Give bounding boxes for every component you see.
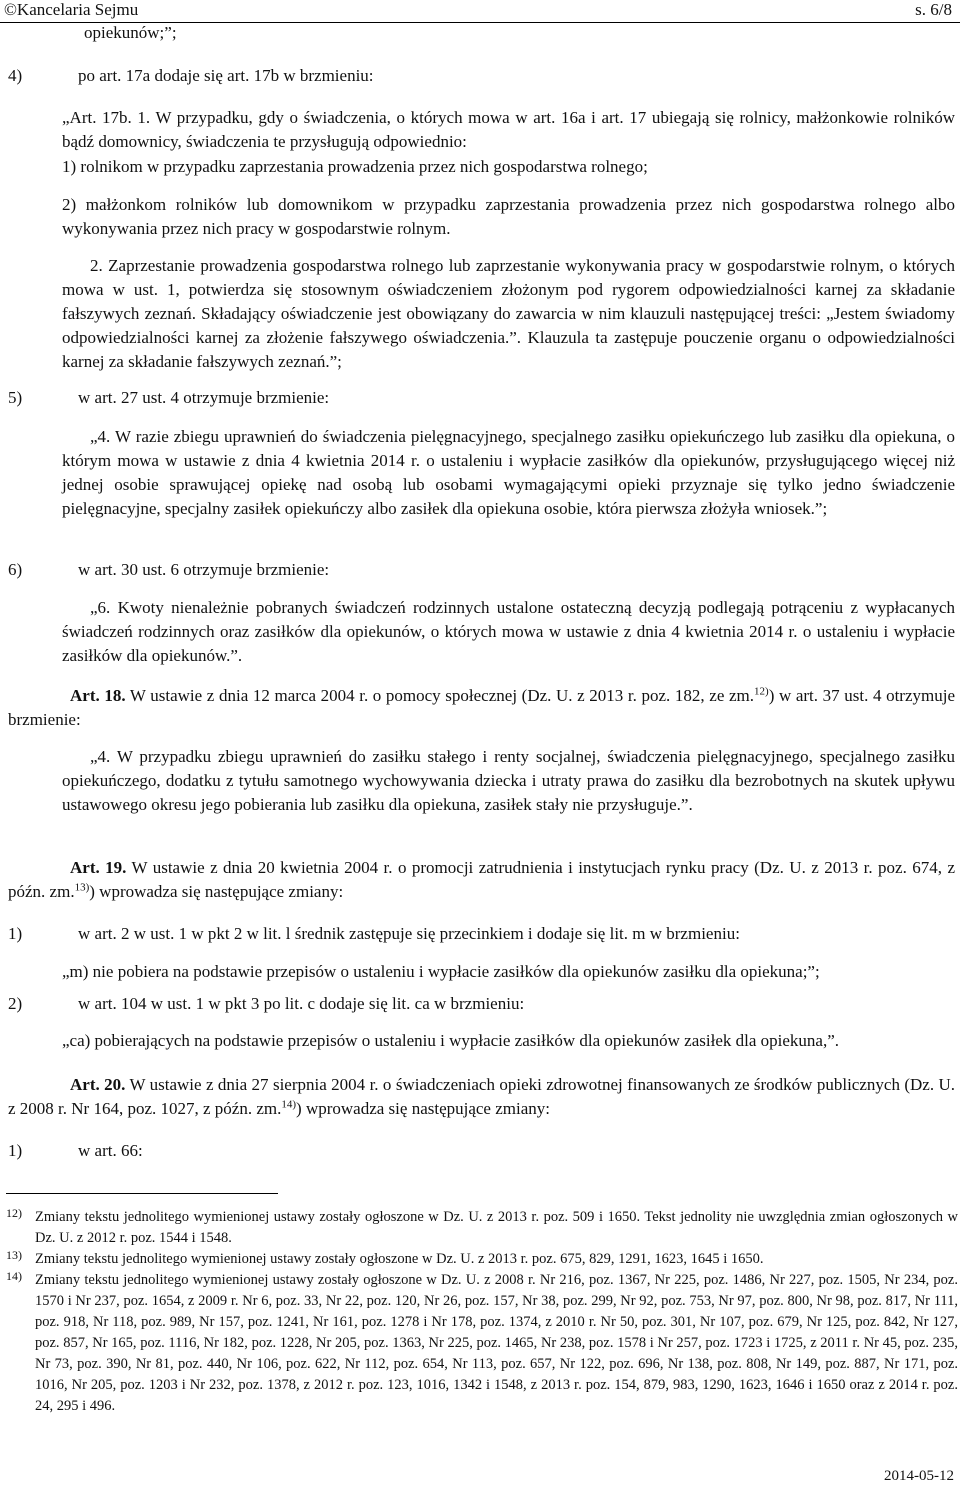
footnote-ref-14: 14) (281, 1098, 297, 1111)
article-19-label: Art. 19. (70, 858, 127, 877)
item-text: w art. 104 w ust. 1 w pkt 3 po lit. c dodaje się lit. ca w brzmieniu: (78, 994, 525, 1013)
footnote-ref-13: 13) (74, 881, 90, 894)
item-text: w art. 30 ust. 6 otrzymuje brzmienie: (78, 560, 330, 579)
footnote-separator (6, 1193, 278, 1194)
page-number: s. 6/8 (915, 0, 952, 19)
item-number: 6) (8, 560, 23, 579)
item-19-2 (8, 992, 524, 1016)
article-18-text: W ustawie z dnia 12 marca 2004 r. o pomocy społecznej (Dz. U. z 2013 r. poz. 182, ze zm. (125, 686, 755, 705)
item-text: w art. 2 w ust. 1 w pkt 2 w lit. l średnik zastępuje się przecinkiem i dodaje się lit. m w brzmieniu: (78, 924, 740, 943)
art-17b-ust-2: 2. Zaprzestanie prowadzenia gospodarstwa rolnego lub zaprzestanie wykonywania pracy w gospodarstwie rolnym, o których mowa w ust. 1, potwierdza się stosownym oświadczeniem złożonym pod rygorem odpowiedzialności karnej za składanie fałszywych zeznań. Składający oświadczenie jest obowiązany do zawarcia w nim klauzuli następującej treści: „Jestem świadomy odpowiedzialności karnej za złożenie fałszywego oświadczenia.”. Klauzula ta zastępuje pouczenie organu o odpowiedzialności karnej za składanie fałszywych zeznań.”; (62, 256, 955, 371)
footnote-mark: 14) (6, 1269, 22, 1283)
item-text: w art. 27 ust. 4 otrzymuje brzmienie: (78, 388, 330, 407)
footnote-text: Zmiany tekstu jednolitego wymienionej ustawy zostały ogłoszone w Dz. U. z 2013 r. poz. 509 i 1650. Tekst jednolity nie uwzględnia zmian ogłoszonych w Dz. U. z 2012 r. poz. 1544 i 1548. (35, 1209, 958, 1246)
lit-ca: „ca) pobierających na podstawie przepisów o ustaleniu i wypłacie zasiłków dla opiekunów zasiłek dla opiekuna,”. (62, 1031, 840, 1050)
item-4 (8, 64, 374, 88)
footnote-text: Zmiany tekstu jednolitego wymienionej ustawy zostały ogłoszone w Dz. U. z 2013 r. poz. 675, 829, 1291, 1623, 1645 i 1650. (35, 1251, 764, 1267)
art-17b-point-1: 1) rolnikom w przypadku zaprzestania prowadzenia przez nich gospodarstwa rolnego; (62, 157, 648, 176)
footnote-ref-12: 12) (754, 685, 769, 698)
article-19-text-end: ) wprowadza się następujące zmiany: (89, 882, 344, 901)
art-37-ust-4: „4. W przypadku zbiegu uprawnień do zasiłku stałego i renty socjalnej, świadczenia pielęgnacyjnego, specjalnego zasiłku opiekuńczego, dodatku z tytułu samotnego wychowywania dziecka i utraty prawa do zasiłku dla bezrobotnych na skutek upływu ustawowego okresu jego pobierania lub zasiłku dla opiekuna, zasiłek stały nie przysługuje.”. (62, 747, 955, 814)
article-20-label: Art. 20. (70, 1075, 126, 1094)
article-20-text-end: ) wprowadza się następujące zmiany: (296, 1099, 550, 1118)
art-17b-intro (62, 106, 955, 154)
art-17b-point-2: 2) małżonkom rolników lub domownikom w przypadku zaprzestania prowadzenia przez nich gospodarstwa rolnego albo wykonywania przez nich pracy w gospodarstwie rolnym. (62, 195, 955, 238)
item-19-1 (8, 922, 740, 946)
article-19-text: W ustawie z dnia 20 kwietnia 2004 r. o promocji zatrudnienia i instytucjach rynku pracy (Dz. U. z 2013 r. poz. 674, z późn. zm. (8, 858, 955, 901)
art-30-ust-6: „6. Kwoty nienależnie pobranych świadczeń rodzinnych ustalone ostateczną decyzją podlegają potrąceniu z wypłacanych świadczeń rodzinnych oraz zasiłków dla opiekunów, o których mowa w ustawie z dnia 4 kwietnia 2014 r. o ustaleniu i wypłacie zasiłków dla opiekunów.”. (62, 598, 955, 665)
item-number: 5) (8, 388, 23, 407)
paragraph-opiekunow: opiekunów;”; (84, 23, 177, 42)
item-5 (8, 386, 329, 410)
lit-m: „m) nie pobiera na podstawie przepisów o ustaleniu i wypłacie zasiłków dla opiekunów zasiłku dla opiekuna;”; (62, 962, 820, 981)
art-27-ust-4: „4. W razie zbiegu uprawnień do świadczenia pielęgnacyjnego, specjalnego zasiłku opiekuńczego lub zasiłku dla opiekuna, o którym mowa w ustawie z dnia 4 kwietnia 2014 r. o ustaleniu i wypłacie zasiłków dla opiekunów, przysługującego więcej niż jednej osobie sprawującej opiekę nad osobą lub osobami wymagającymi opieki przyznaje się tylko jedno świadczenie pielęgnacyjne, specjalny zasiłek opiekuńczy albo zasiłek dla opiekuna osobie, która pierwsza złożyła wniosek.”; (62, 427, 955, 518)
article-18-text-end: ) w art. 37 ust. 4 otrzymuje brzmienie: (8, 686, 955, 729)
article-18 (8, 684, 955, 732)
item-text: w art. 66: (78, 1141, 143, 1160)
item-20-1 (8, 1139, 143, 1163)
footnote-text: Zmiany tekstu jednolitego wymienionej ustawy zostały ogłoszone w Dz. U. z 2008 r. Nr 216, poz. 1367, Nr 225, poz. 1486, Nr 227, poz. 1505, Nr 234, poz. 1570 i Nr 237, poz. 1654, z 2009 r. Nr 6, poz. 33, Nr 22, poz. 120, Nr 26, poz. 157, Nr 38, poz. 299, Nr 92, poz. 753, Nr 97, poz. 800, Nr 98, poz. 817, Nr 111, poz. 918, Nr 118, poz. 989, Nr 157, poz. 1241, Nr 161, poz. 1278 i Nr 178, poz. 1374, z 2010 r. Nr 50, poz. 301, Nr 107, poz. 679, Nr 125, poz. 842, Nr 127, poz. 857, Nr 165, poz. 1116, Nr 182, poz. 1228, Nr 205, poz. 1363, Nr 225, poz. 1465, Nr 238, poz. 1578 i Nr 257, poz. 1723 i 1725, z 2011 r. Nr 45, poz. 235, Nr 73, poz. 390, Nr 81, poz. 440, Nr 106, poz. 622, Nr 112, poz. 654, Nr 113, poz. 657, Nr 122, poz. 696, Nr 138, poz. 808, Nr 149, poz. 887, Nr 171, poz. 1016, Nr 205, poz. 1203 i Nr 232, poz. 1378, z 2012 r. poz. 123, 1016, 1342 i 1548, z 2013 r. poz. 154, 879, 983, 1290, 1623, 1646 i 1650 oraz z 2014 r. poz. 24, 295 i 496. (35, 1272, 958, 1414)
item-number: 2) (8, 994, 23, 1013)
article-18-label: Art. 18. (70, 686, 126, 705)
header-copyright: ©Kancelaria Sejmu (4, 0, 139, 19)
item-number: 1) (8, 1141, 23, 1160)
article-20-text: W ustawie z dnia 27 sierpnia 2004 r. o świadczeniach opieki zdrowotnej finansowanych ze środków publicznych (Dz. U. z 2008 r. Nr 164, poz. 1027, z późn. zm. (8, 1075, 955, 1118)
item-number: 4) (8, 66, 23, 85)
art-17b-text: „Art. 17b. 1. W przypadku, gdy o świadczenia, o których mowa w art. 16a i art. 17 ubiegają się rolnicy, małżonkowie rolników bądź domownicy, świadczenia te przysługują odpowiednio: (62, 108, 955, 151)
page-header (0, 0, 960, 23)
footnote-mark: 13) (6, 1248, 22, 1262)
item-text: po art. 17a dodaje się art. 17b w brzmieniu: (78, 66, 374, 85)
item-6 (8, 558, 329, 582)
article-20 (8, 1073, 955, 1121)
footer-date: 2014-05-12 (884, 1468, 954, 1484)
item-number: 1) (8, 924, 23, 943)
article-19 (8, 856, 955, 904)
footnote-mark: 12) (6, 1206, 22, 1220)
